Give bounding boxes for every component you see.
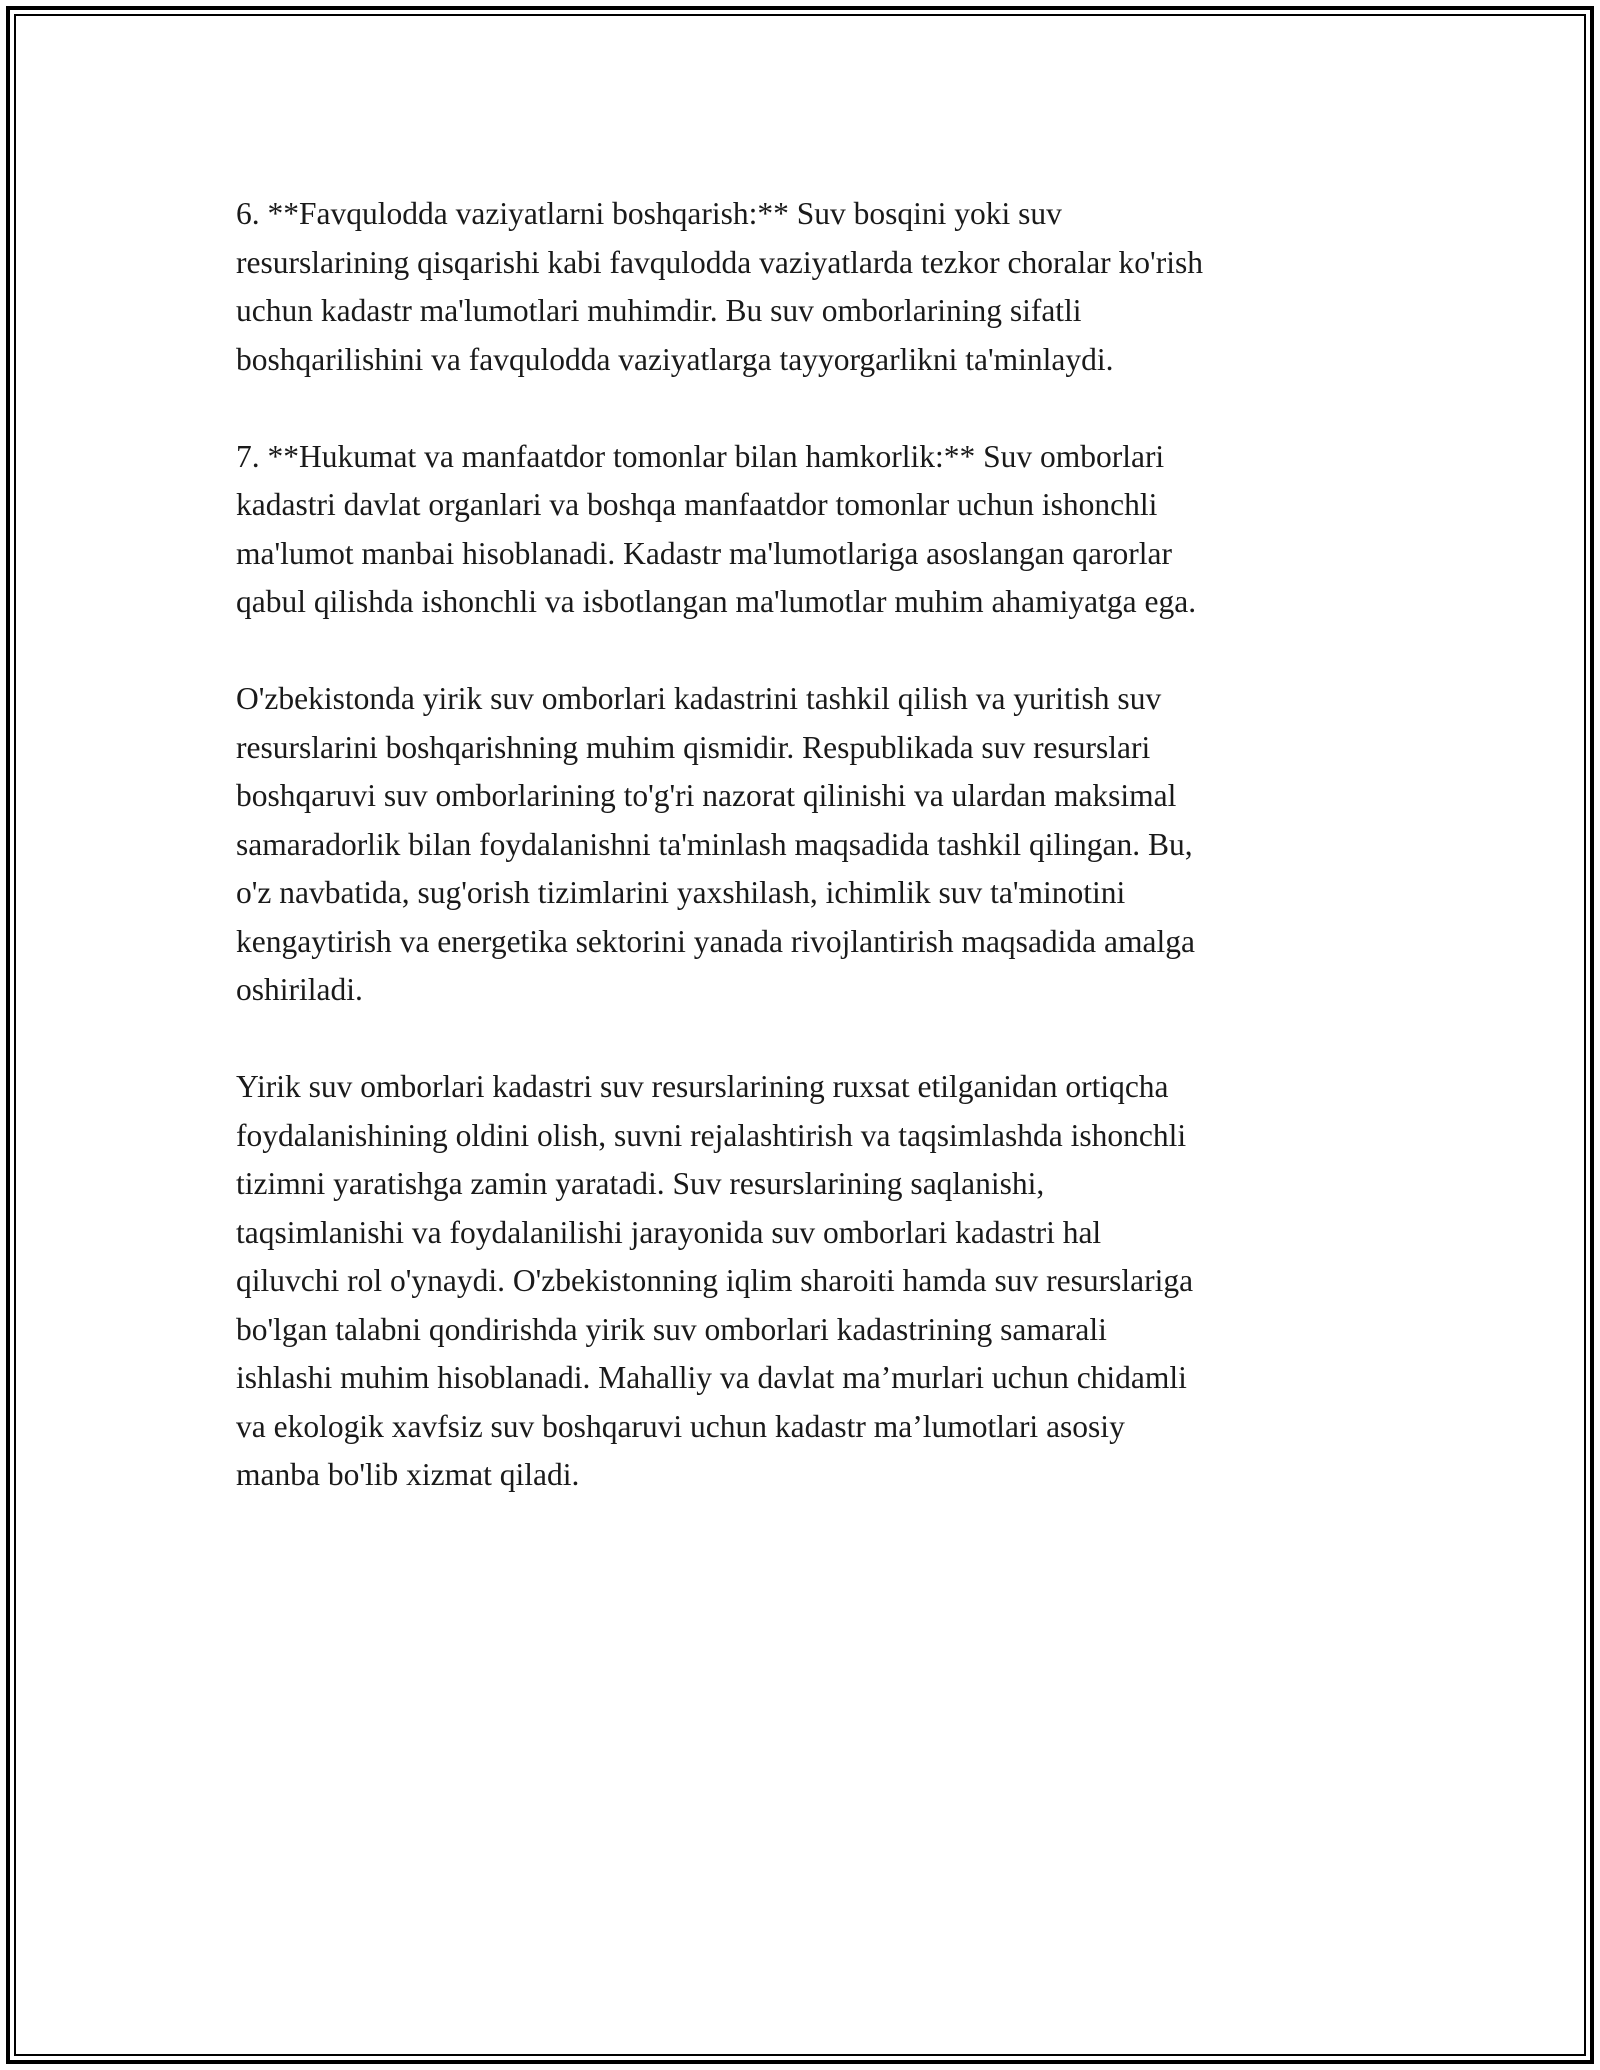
- paragraph-item-6: [236, 190, 1386, 384]
- text-line: boshqaruvi suv omborlarining to'g'ri nazorat qilinishi va ulardan maksimal: [236, 778, 1177, 813]
- text-line: ma'lumot manbai hisoblanadi. Kadastr ma'lumotlariga asoslangan qarorlar: [236, 535, 1172, 571]
- text-line: o'z navbatida, sug'orish tizimlarini yaxshilash, ichimlik suv ta'minotini: [236, 875, 1126, 910]
- text-line: boshqarilishini va favqulodda vaziyatlarga tayyorgarlikni ta'minlaydi.: [236, 341, 1114, 377]
- text-line: bo'lgan talabni qondirishda yirik suv omborlari kadastrining samarali: [236, 1311, 1107, 1347]
- text-line: oshiriladi.: [236, 972, 363, 1007]
- paragraph-uzbekistan-cadastre: [236, 675, 1386, 1015]
- text-line: tizimni yaratishga zamin yaratadi. Suv resurslarining saqlanishi,: [236, 1166, 1045, 1201]
- document-body: [236, 190, 1386, 1548]
- paragraph-item-7: [236, 433, 1386, 627]
- text-line: resurslarining qisqarishi kabi favqulodda vaziyatlarda tezkor choralar ko'rish: [236, 244, 1203, 280]
- text-line: taqsimlanishi va foydalanilishi jarayonida suv omborlari kadastri hal: [236, 1214, 1102, 1250]
- text-line: kadastri davlat organlari va boshqa manfaatdor tomonlar uchun ishonchli: [236, 487, 1158, 522]
- text-line: ishlashi muhim hisoblanadi. Mahalliy va davlat ma’murlari uchun chidamli: [236, 1360, 1187, 1395]
- paragraph-large-reservoirs: [236, 1063, 1386, 1500]
- text-line: O'zbekistonda yirik suv omborlari kadastrini tashkil qilish va yuritish suv: [236, 681, 1162, 716]
- text-line: manba bo'lib xizmat qiladi.: [236, 1457, 580, 1492]
- text-line: 6. **Favqulodda vaziyatlarni boshqarish:** Suv bosqini yoki suv: [236, 196, 1062, 231]
- text-line: 7. **Hukumat va manfaatdor tomonlar bilan hamkorlik:** Suv omborlari: [236, 438, 1165, 474]
- text-line: va ekologik xavfsiz suv boshqaruvi uchun kadastr ma’lumotlari asosiy: [236, 1408, 1125, 1444]
- text-line: foydalanishining oldini olish, suvni rejalashtirish va taqsimlashda ishonchli: [236, 1117, 1187, 1153]
- text-line: qabul qilishda ishonchli va isbotlangan ma'lumotlar muhim ahamiyatga ega.: [236, 584, 1197, 619]
- text-line: qiluvchi rol o'ynaydi. O'zbekistonning iqlim sharoiti hamda suv resurslariga: [236, 1263, 1194, 1298]
- text-line: samaradorlik bilan foydalanishni ta'minlash maqsadida tashkil qilingan. Bu,: [236, 826, 1193, 862]
- text-line: Yirik suv omborlari kadastri suv resurslarining ruxsat etilganidan ortiqcha: [236, 1069, 1169, 1104]
- text-line: resurslarini boshqarishning muhim qismidir. Respublikada suv resurslari: [236, 729, 1151, 765]
- text-line: kengaytirish va energetika sektorini yanada rivojlantirish maqsadida amalga: [236, 923, 1195, 959]
- text-line: uchun kadastr ma'lumotlari muhimdir. Bu suv omborlarining sifatli: [236, 293, 1082, 328]
